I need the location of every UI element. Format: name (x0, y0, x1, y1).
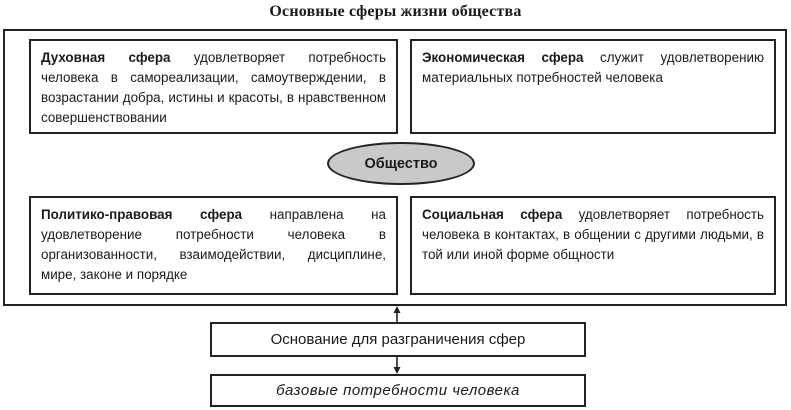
economic-sphere-text: служит удовлетворению материальных потребностей человека (422, 50, 764, 85)
social-sphere-text: удовлетворяет потребность человека в контактах, в общении с другими людьми, в той или иной форме общности (422, 207, 764, 262)
diagram-title: Основные сферы жизни общества (269, 3, 522, 20)
economic-sphere-box (410, 39, 776, 134)
political-legal-sphere-name: Политико-правовая сфера (41, 207, 243, 222)
spiritual-sphere-name: Духовная сфера (41, 50, 171, 65)
political-legal-sphere-text: направлена на удовлетворение потребности человека в организованности, взаимодействии, дисциплине, мире, законе и порядке (41, 207, 386, 282)
arrow-to-frame-head (394, 306, 401, 313)
society-ellipse: Общество (327, 142, 475, 185)
economic-sphere-name: Экономическая сфера (422, 50, 584, 65)
basis-box: Основание для разграничения сфер (210, 322, 586, 357)
spiritual-sphere-box (29, 39, 398, 134)
political-legal-sphere-box (29, 196, 398, 295)
arrow-to-needs-head (394, 367, 401, 374)
social-sphere-box (410, 196, 776, 295)
spiritual-sphere-text: удовлетворяет потребность человека в самореализации, самоутверждении, в возрастании добра, истины и красоты, в нравственном совершенствовании (41, 50, 386, 125)
social-sphere-name: Социальная сфера (422, 207, 563, 222)
basic-needs-box: базовые потребности человека (210, 374, 586, 407)
